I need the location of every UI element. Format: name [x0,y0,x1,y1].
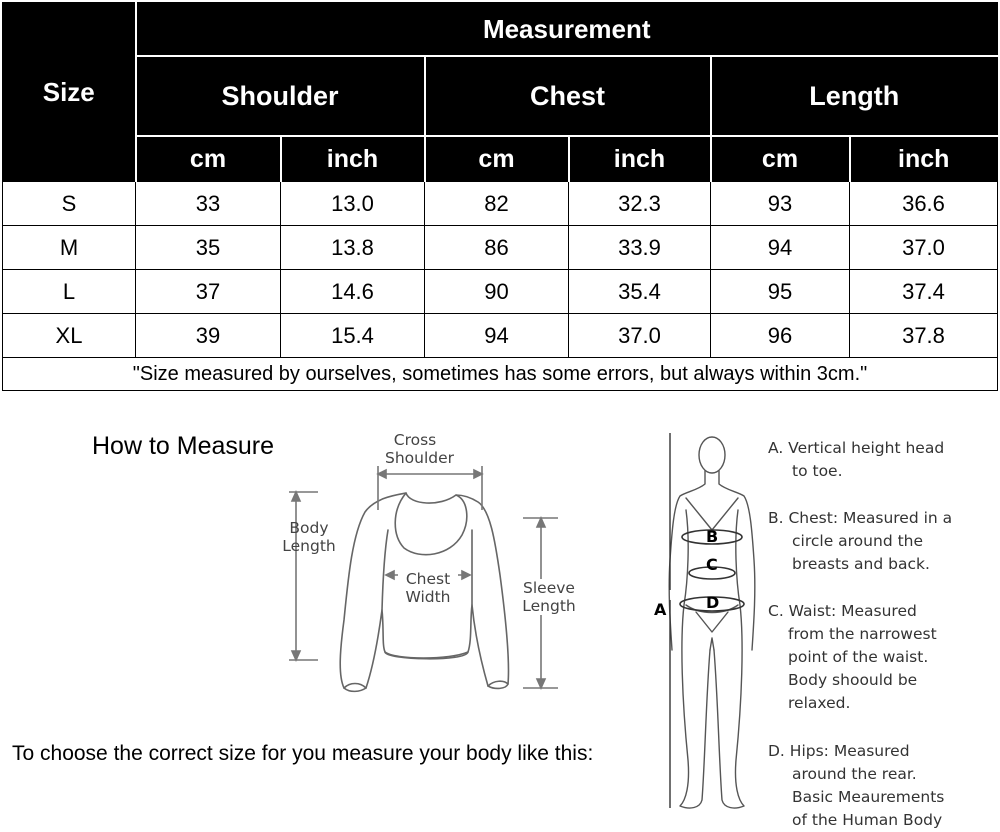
table-cell: 37.0 [850,226,998,270]
length-header: Length [711,56,998,136]
table-cell: 96 [711,314,850,358]
legend-c-line4: Body shoould be [788,671,918,689]
table-cell: 95 [711,270,850,314]
table-cell: 39 [136,314,281,358]
table-cell: 37 [136,270,281,314]
table-cell: 94 [425,314,569,358]
table-cell: 33.9 [569,226,711,270]
marker-a: A [654,600,667,619]
chest-width-label-line2: Width [405,588,451,606]
legend-b-line1: B. Chest: Measured in a [768,509,953,527]
legend-c-line2: from the narrowest [788,625,937,643]
table-cell: 93 [711,182,850,226]
shirt-collar-outline [395,493,467,555]
unit-header: inch [850,136,998,182]
how-to-measure-title: How to Measure [92,432,275,460]
marker-d: D [706,593,720,612]
legend-b-line2: circle around the [792,532,924,550]
legend-b [768,507,988,576]
chest-width-label-line1: Chest [405,570,451,588]
cross-shoulder-label-line1: Cross [393,431,437,449]
table-cell: 13.0 [281,182,425,226]
body-length-label [276,519,342,555]
unit-header: cm [711,136,850,182]
human-figure [669,437,755,808]
body-length-label-line1: Body [289,519,329,537]
table-cell: 37.0 [569,314,711,358]
instruction-text: To choose the correct size for you measure your body like this: [12,742,594,765]
table-cell: 37.4 [850,270,998,314]
legend-d-line2: around the rear. [792,765,917,783]
unit-header: inch [569,136,711,182]
cross-shoulder-label-line2: Shoulder [385,449,455,467]
legend-d-line3: Basic Meaurements [792,788,945,806]
table-cell: 35 [136,226,281,270]
chest-width-label [398,570,458,606]
size-note: "Size measured by ourselves, sometimes has some errors, but always within 3cm." [3,358,998,391]
legend-d [768,740,988,832]
table-cell: 33 [136,182,281,226]
table-cell: 13.8 [281,226,425,270]
legend-c-line3: point of the waist. [788,648,929,666]
table-cell: 86 [425,226,569,270]
legend-d-line4: of the Human Body [792,811,943,829]
marker-c: C [706,555,718,574]
unit-header: inch [281,136,425,182]
table-cell: 37.8 [850,314,998,358]
measurement-header: Measurement [136,3,998,57]
chest-header: Chest [425,56,711,136]
sleeve-length-label-line1: Sleeve [523,579,575,597]
legend-c-line1: C. Waist: Measured [768,602,917,620]
table-cell: 36.6 [850,182,998,226]
table-cell: 32.3 [569,182,711,226]
shoulder-header: Shoulder [136,56,425,136]
table-cell: 82 [425,182,569,226]
size-cell: XL [3,314,136,358]
sleeve-length-label-line2: Length [522,597,576,615]
legend-c [768,600,988,715]
size-header: Size [3,3,136,182]
table-cell: 94 [711,226,850,270]
size-cell: M [3,226,136,270]
legend-a-line2: to toe. [792,462,843,480]
unit-header: cm [136,136,281,182]
table-cell: 15.4 [281,314,425,358]
unit-header: cm [425,136,569,182]
legend-a [768,437,988,483]
table-cell: 14.6 [281,270,425,314]
legend-d-line1: D. Hips: Measured [768,742,910,760]
size-cell: L [3,270,136,314]
size-cell: S [3,182,136,226]
body-length-label-line2: Length [282,537,336,555]
legend-b-line3: breasts and back. [792,555,930,573]
legend-a-line1: A. Vertical height head [768,439,945,457]
legend-c-line5: relaxed. [788,694,851,712]
table-cell: 35.4 [569,270,711,314]
sleeve-length-label [516,579,582,615]
marker-b: B [706,527,719,546]
cross-shoulder-label [385,431,455,467]
table-cell: 90 [425,270,569,314]
